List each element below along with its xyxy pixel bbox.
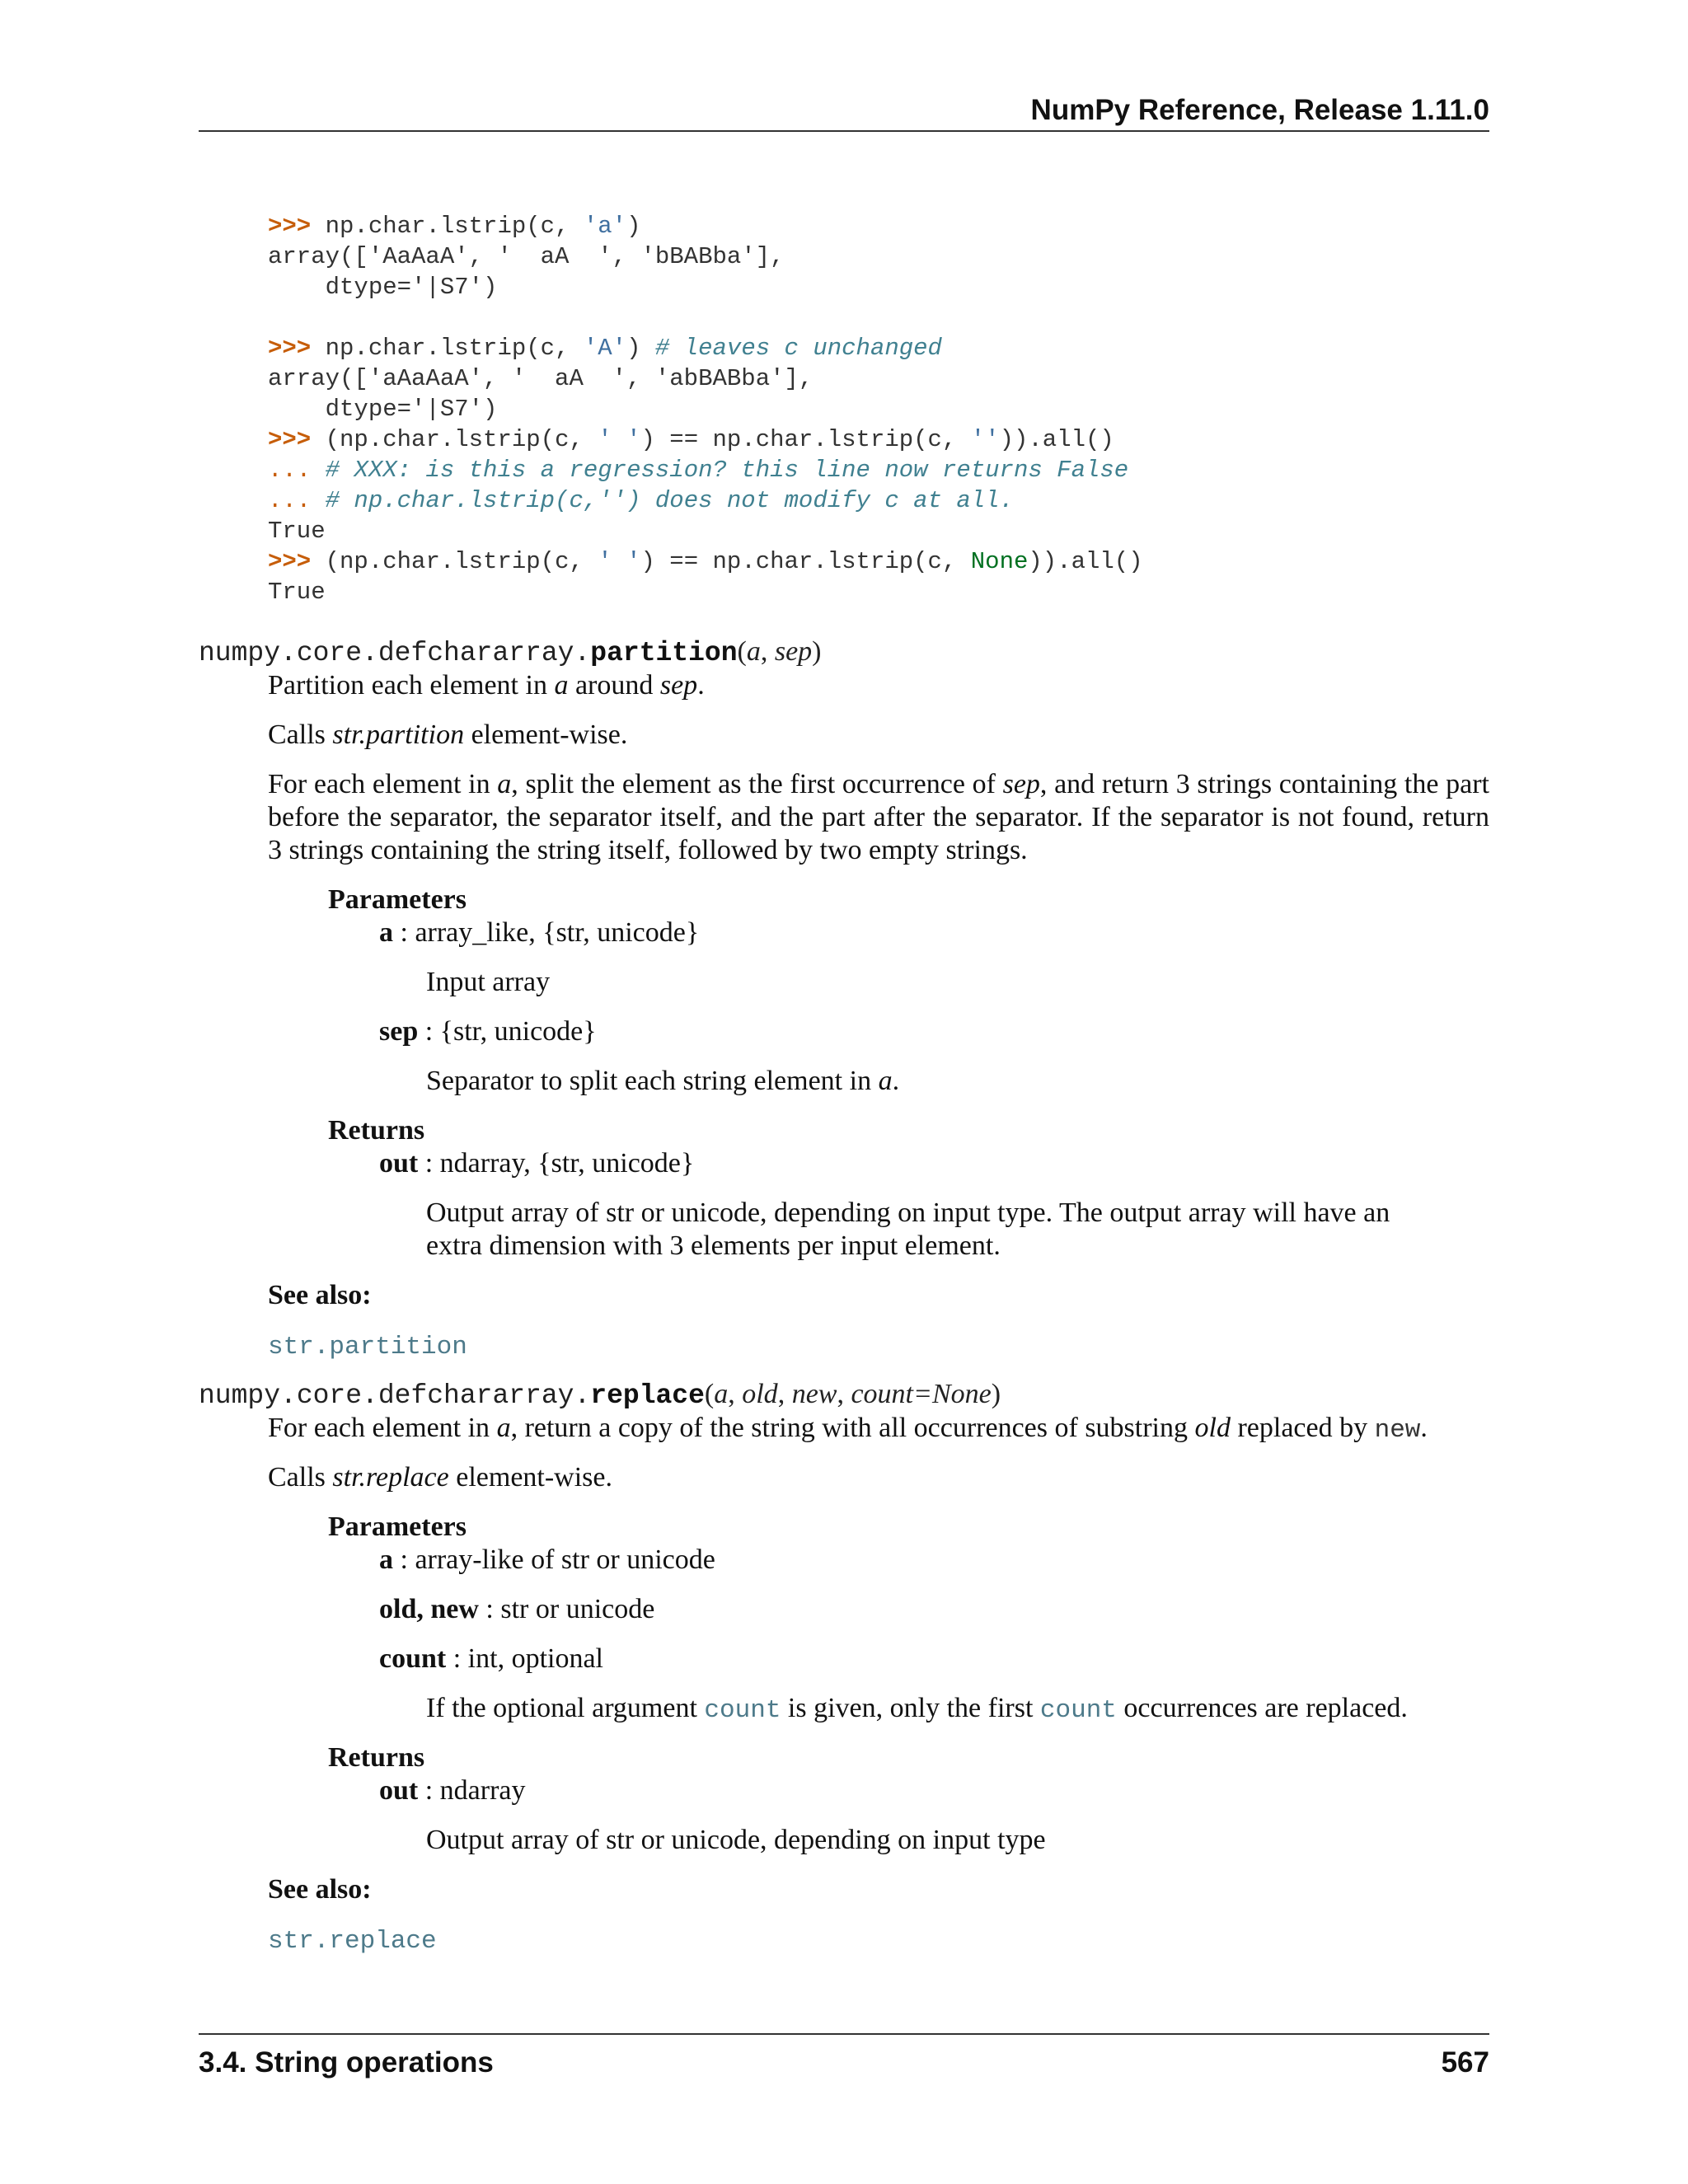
partition-return-out: out : ndarray, {str, unicode} <box>379 1148 695 1179</box>
partition-param-a: a : array_like, {str, unicode} <box>379 917 700 948</box>
replace-returns-heading: Returns <box>328 1742 425 1773</box>
replace-name: replace <box>590 1380 705 1411</box>
partition-summary: Partition each element in a around sep. <box>268 670 705 701</box>
partition-see-also-link[interactable]: str.partition <box>268 1333 467 1361</box>
replace-return-desc: Output array of str or unicode, depending on input type <box>426 1825 1046 1855</box>
partition-calls: Calls str.partition element-wise. <box>268 719 628 750</box>
replace-param-a: a : array-like of str or unicode <box>379 1544 715 1575</box>
partition-name: partition <box>590 638 738 668</box>
replace-calls: Calls str.replace element-wise. <box>268 1462 613 1493</box>
partition-returns-heading: Returns <box>328 1115 425 1146</box>
partition-parameters-heading: Parameters <box>328 884 467 915</box>
code-example <box>268 211 1143 607</box>
code-line: dtype='|S7') <box>268 396 498 423</box>
partition-param-sep-desc: Separator to split each string element in a. <box>426 1066 900 1096</box>
partition-see-also-heading: See also: <box>268 1280 372 1310</box>
code-line: >>> (np.char.lstrip(c, ' ') == np.char.lstrip(c, None)).all() <box>268 548 1143 575</box>
page-number: 567 <box>1441 2046 1489 2079</box>
running-title: NumPy Reference, Release 1.11.0 <box>1030 94 1489 126</box>
replace-see-also-link[interactable]: str.replace <box>268 1927 437 1956</box>
page-header <box>199 89 1489 132</box>
code-line: >>> (np.char.lstrip(c, ' ') == np.char.lstrip(c, '')).all() <box>268 426 1114 453</box>
code-line: True <box>268 579 326 606</box>
code-line: dtype='|S7') <box>268 274 498 301</box>
page-footer <box>199 2033 1489 2079</box>
partition-description: For each element in a, split the element as the first occurrence of sep, and return 3 strings containing the part before the separator, the separator itself, and the part after the separator. If the separator is not found, return 3 strings containing the string itself, followed by two empty strings. <box>268 769 1489 865</box>
replace-param-count: count : int, optional <box>379 1643 604 1674</box>
code-line: True <box>268 518 326 545</box>
replace-module: numpy.core.defchararray. <box>199 1380 591 1411</box>
replace-param-old-new: old, new : str or unicode <box>379 1594 655 1624</box>
footer-section-title: 3.4. String operations <box>199 2046 494 2079</box>
partition-param-sep: sep : {str, unicode} <box>379 1016 597 1047</box>
replace-return-out: out : ndarray <box>379 1775 526 1806</box>
partition-arg-sep: sep <box>774 636 813 667</box>
partition-module: numpy.core.defchararray. <box>199 638 591 668</box>
partition-param-a-desc: Input array <box>426 967 551 997</box>
replace-summary: For each element in a, return a copy of the string with all occurrences of substring old replaced by new. <box>268 1413 1428 1445</box>
partition-signature: numpy.core.defchararray.partition(a, sep) <box>199 636 822 668</box>
replace-param-count-desc: If the optional argument count is given, only the first count occurrences are replaced. <box>426 1693 1408 1725</box>
code-line: ... # XXX: is this a regression? this line now returns False <box>268 457 1129 484</box>
code-line: array(['aAaAaA', ' aA ', 'abBABba'], <box>268 365 814 392</box>
replace-see-also-heading: See also: <box>268 1874 372 1905</box>
replace-signature: numpy.core.defchararray.replace(a, old, new, count=None) <box>199 1379 1001 1411</box>
code-line: >>> np.char.lstrip(c, 'A') # leaves c unchanged <box>268 335 942 362</box>
code-line <box>268 302 1143 333</box>
partition-return-desc: Output array of str or unicode, depending on input type. The output array will have an extra dimension with 3 elements per input element. <box>426 1197 1390 1261</box>
replace-parameters-heading: Parameters <box>328 1511 467 1542</box>
code-line: array(['AaAaA', ' aA ', 'bBABba'], <box>268 243 785 270</box>
code-line: >>> np.char.lstrip(c, 'a') <box>268 213 641 240</box>
partition-arg-a: a <box>746 636 761 667</box>
code-line: ... # np.char.lstrip(c,'') does not modify c at all. <box>268 487 1014 514</box>
